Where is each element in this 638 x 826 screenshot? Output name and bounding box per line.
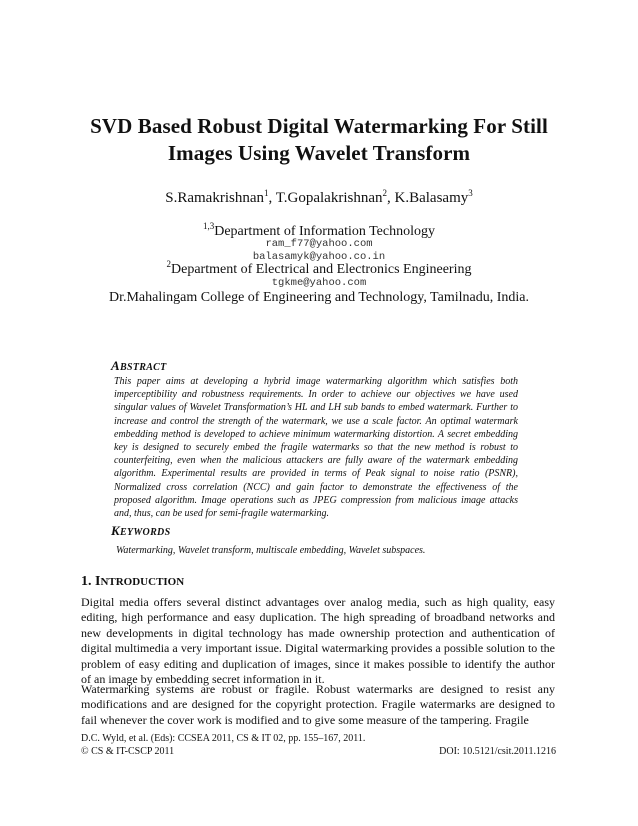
- author-2: , T.Gopalakrishnan: [268, 190, 383, 206]
- author-2-sup: 2: [382, 188, 388, 198]
- intro-paragraph-1: Digital media offers several distinct advantages over analog media, such as high quality, easy editing, high performance and easy duplication. The high spreading of broadband networks and new developments in digital technology has made ownership protection and authentication of digital multimedia a very important issue. Digital watermarking provides a possible solution to the problem of easy editing and duplication of images, since it makes possible to identify the author of an image by embedding secret information in it.: [81, 595, 555, 687]
- author-3: , K.Balasamy: [387, 190, 469, 206]
- author-1-sup: 1: [264, 188, 269, 198]
- footer-doi: DOI: 10.5121/csit.2011.1216: [439, 746, 556, 757]
- email-3: tgkme@yahoo.com: [271, 277, 367, 289]
- keywords-heading: [111, 523, 170, 539]
- paper-title: [40, 113, 598, 167]
- dept-2-sup: 2: [166, 259, 171, 269]
- abstract-heading: [111, 358, 167, 374]
- author-1: S.Ramakrishnan: [165, 190, 264, 206]
- dept-1-name: Department of Information Technology: [214, 224, 435, 239]
- dept-1-sup: 1,3: [202, 221, 215, 231]
- abstract-heading-rest: BSTRACT: [119, 362, 167, 373]
- intro-heading-rest: NTRODUCTION: [100, 576, 185, 588]
- intro-heading: [81, 574, 184, 590]
- email-1: ram_f77@yahoo.com: [265, 238, 373, 250]
- keywords-heading-rest: EYWORDS: [119, 527, 171, 538]
- email-2: balasamyk@yahoo.co.in: [252, 251, 386, 263]
- author-3-sup: 3: [468, 188, 473, 198]
- keywords-body: Watermarking, Wavelet transform, multiscale embedding, Wavelet subspaces.: [116, 545, 426, 556]
- intro-paragraph-2: Watermarking systems are robust or fragile. Robust watermarks are designed to resist any modifications and are designed for the copyright protection. Fragile watermarks are designed to fail whenever the cover work is modified and to give some measure of the tampering. Fragile: [81, 682, 555, 727]
- affiliation-dept-2: [0, 259, 638, 278]
- footer-citation: D.C. Wyld, et al. (Eds): CCSEA 2011, CS & IT 02, pp. 155–167, 2011.: [81, 733, 366, 744]
- author-list: [0, 190, 638, 207]
- footer-copyright: © CS & IT-CSCP 2011: [81, 746, 175, 757]
- intro-heading-initial: I: [95, 574, 101, 589]
- intro-number: 1.: [81, 574, 95, 589]
- title-line-2: Images Using Wavelet Transform: [167, 141, 471, 165]
- title-line-1: SVD Based Robust Digital Watermarking For Still: [90, 114, 548, 138]
- abstract-heading-initial: A: [111, 358, 120, 373]
- keywords-heading-initial: K: [111, 523, 120, 538]
- dept-2-name: Department of Electrical and Electronics Engineering: [171, 262, 472, 277]
- abstract-body: This paper aims at developing a hybrid image watermarking algorithm which satisfies both imperceptibility and robustness requirements. In order to achieve our objectives we have used singular values of Wavelet Transformation’s HL and LH sub bands to embed watermark. Further to increase and control the strength of the watermark, we use a scale factor. An optimal watermark embedding method is developed to achieve minimum watermarking distortion. A secret embedding key is designed to securely embed the fragile watermarks so that the new method is robust to counterfeiting, even when the malicious attackers are fully aware of the watermark embedding algorithm. Experimental results are provided in terms of Peak signal to noise ratio (PSNR), Normalized cross correlation (NCC) and gain factor to demonstrate the effectiveness of the proposed algorithm. Image operations such as JPEG compression from malicious image attacks and, thus, can be used for semi-fragile watermarking.: [114, 376, 518, 520]
- college-name: Dr.Mahalingam College of Engineering and Technology, Tamilnadu, India.: [108, 290, 529, 305]
